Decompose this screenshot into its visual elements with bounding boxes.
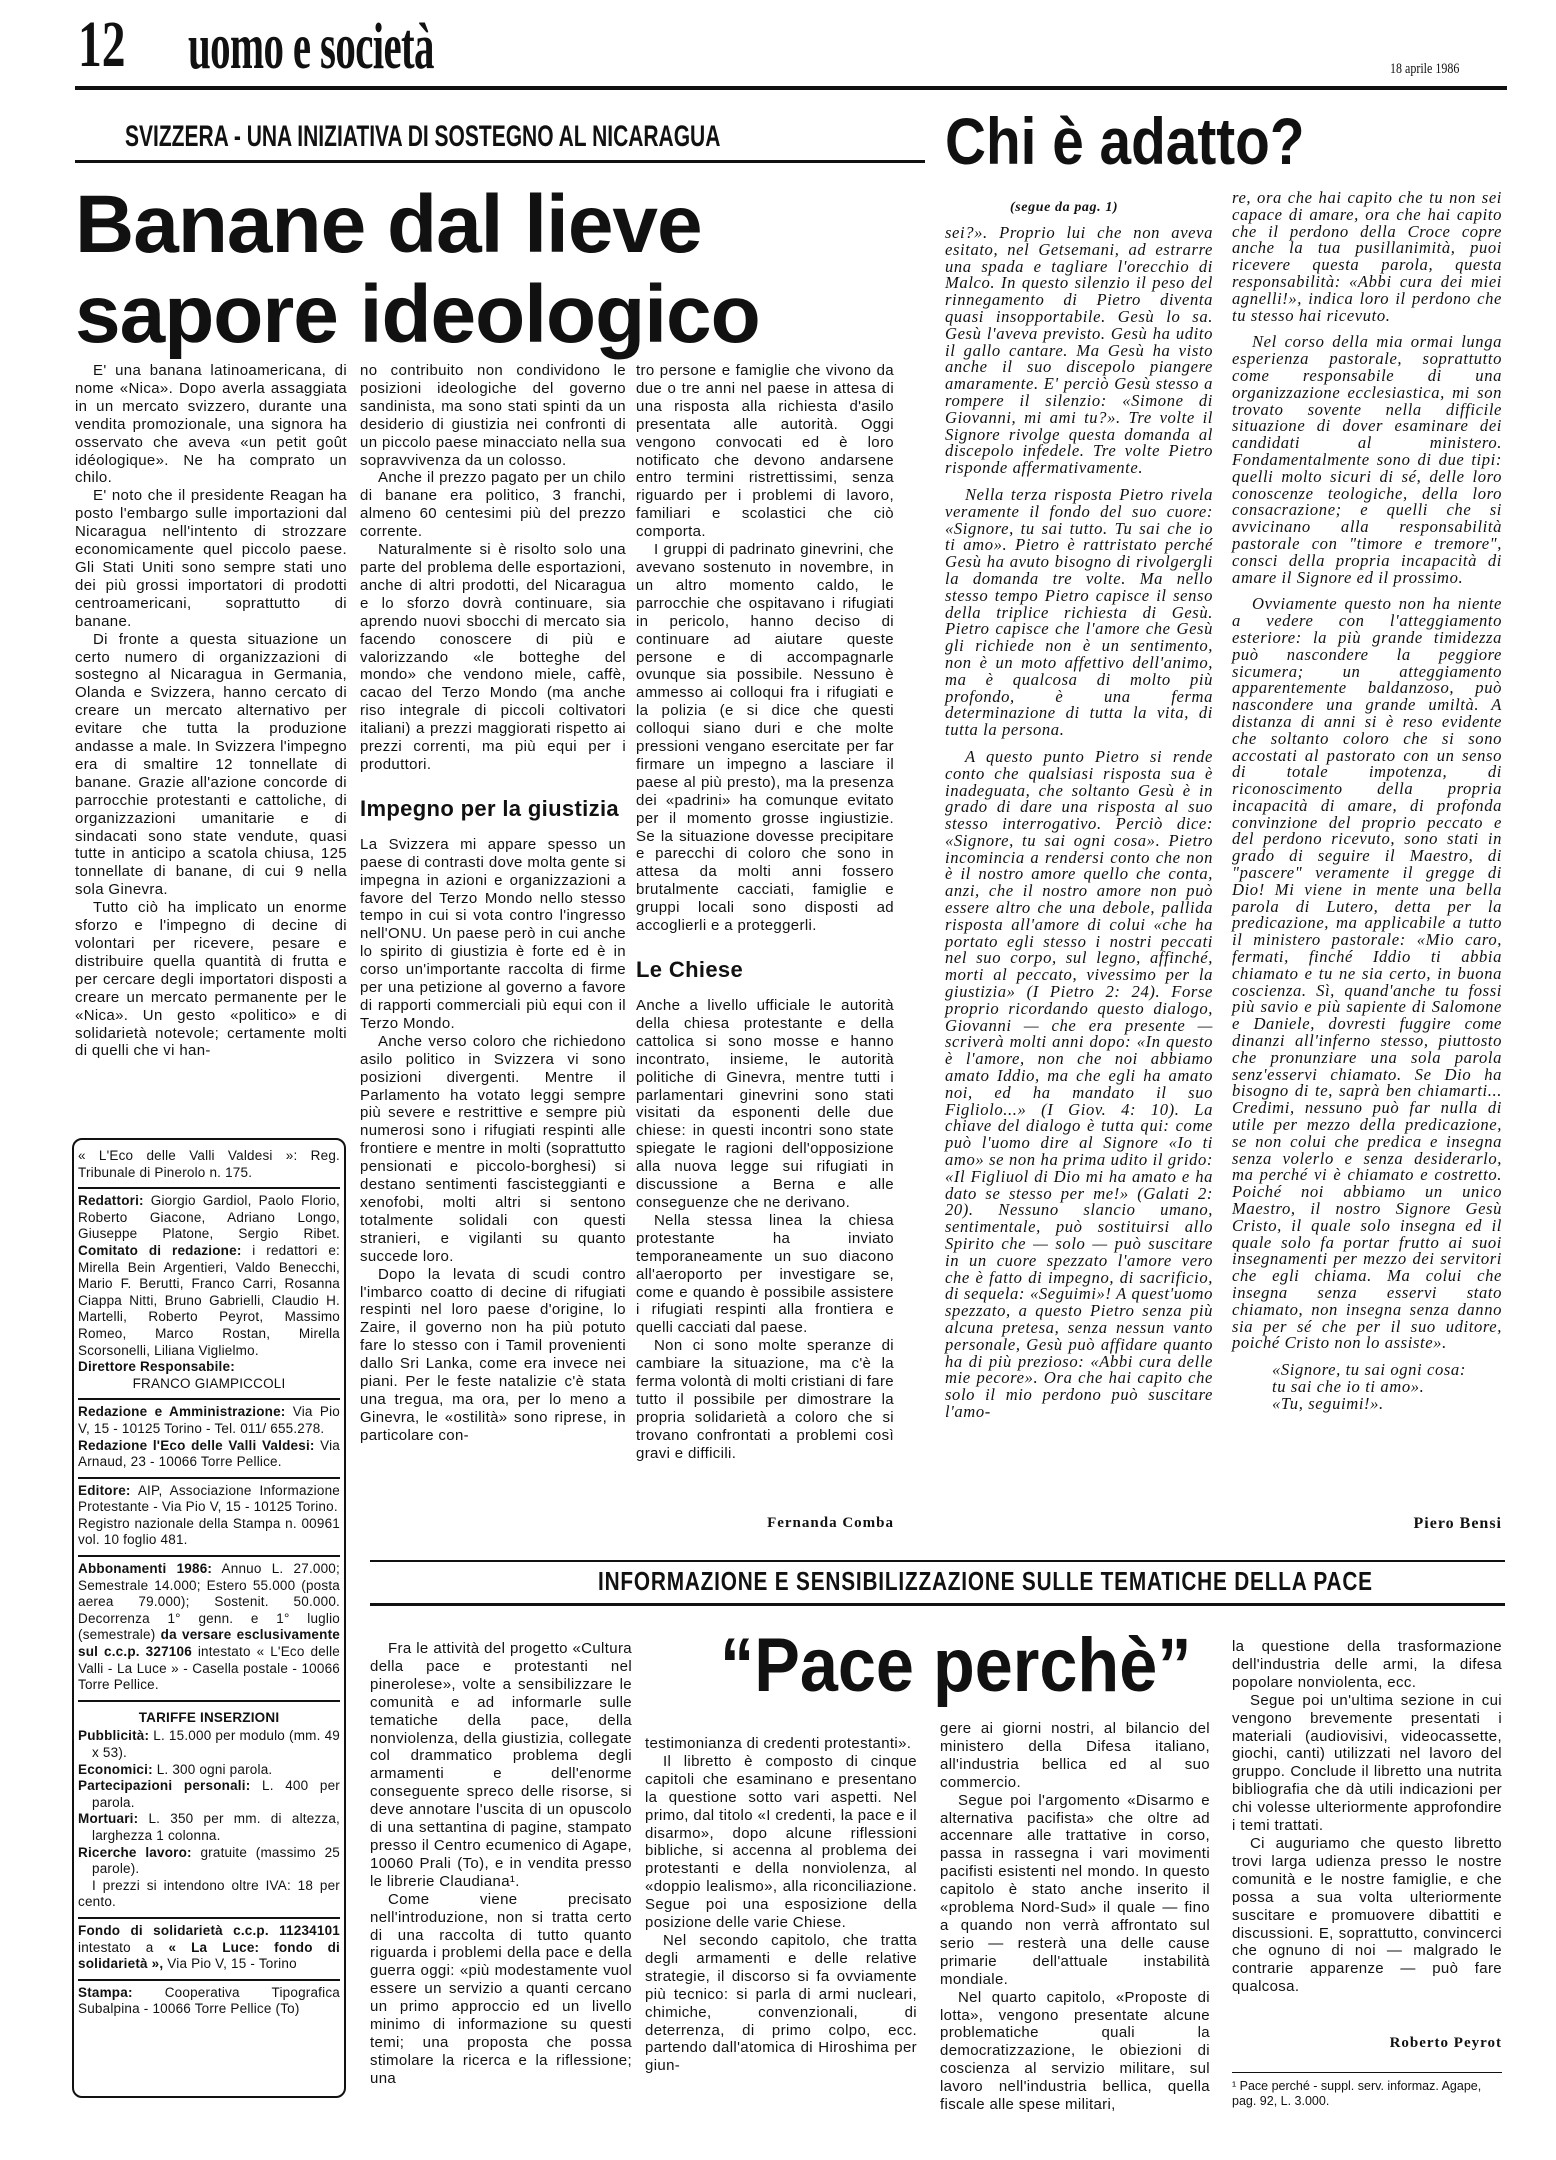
paragraph: Nella terza risposta Pietro rivela veramente il fondo del suo cuore: «Signore, tu sai tutto. Tu sai che io ti amo». Pietro è rattristato perché Gesù ha avuto bisogno di rivolgergli la domanda tre volte. Ma nello stesso tempo Pietro capisce il senso della triplice richiesta di Gesù. Pietro capisce che l'amore che Gesù gli richiede non è un sentimento, non è un moto affettivo dell'animo, ma è qualcosa di molto più profondo, è una ferma determinazione di tutta la vita, di tutta la persona. xyxy=(945,484,1213,740)
section-title: uomo e società xyxy=(188,10,434,83)
fund-address: Via Pio V, 15 - Torino xyxy=(167,1956,297,1972)
quote-line: «Signore, tu sai ogni cosa: xyxy=(1272,1360,1466,1380)
chi-author: Piero Bensi xyxy=(1413,1515,1502,1532)
rate-label: Mortuari: xyxy=(78,1811,139,1827)
paragraph: Tutto ciò ha implicato un enorme sforzo e l'impegno di decine di volontari per ricevere, pesare e distribuire quella quantità di frutta e per cercare degli importatori disposti a creare un mercato permanente per le «Nica». Un gesto «politico» e di solidarietà notevole; certamente molti di quelli che vi han- xyxy=(75,899,347,1060)
chi-column-1 xyxy=(945,225,1213,1525)
closing-quote xyxy=(1272,1362,1502,1412)
continued-note: (segue da pag. 1) xyxy=(1010,200,1119,215)
quote-line: tu sai che io ti amo». xyxy=(1272,1376,1425,1396)
subheading-impegno: Impegno per la giustizia xyxy=(360,795,619,821)
banane-column-2 xyxy=(360,362,626,1537)
subscriptions: Annuo L. 27.000; Semestrale 14.000; Estero 55.000 (posta aerea 79.000); Sostenit. 50.000. Decorrenza 1° genn. e 1° luglio (semestrale) xyxy=(78,1561,340,1643)
quote-line: «Tu, seguimi!». xyxy=(1272,1393,1384,1413)
pace-column-4 xyxy=(1232,1638,1502,2028)
rate-label: Pubblicità: xyxy=(78,1728,150,1744)
committee-label: Comitato di redazione: xyxy=(78,1242,242,1258)
publisher: AIP, Associazione Informazione Protestante - Via Pio V, 15 - 10125 Torino. xyxy=(78,1482,340,1515)
paragraph: I gruppi di padrinato ginevrini, che avevano sostenuto in novembre, in un altro momento caldo, le parrocchie che ospitavano i rifugiati in pericolo, hanno deciso di continuare ad aiutare queste persone e di accompagnarle ovunque sia possibile. Nessuno è ammesso ai colloqui fra i rifugiati e la polizia (e si dice che questi colloqui siano duri e che molte pressioni vengano esercitate per far firmare un impegno a lasciare il paese al più presto), ma la presenza dei «padrini» ha comunque evitato per il momento grosse ingiustizie. Se la situazione dovesse precipitare e parecchi di coloro che sono in attesa da molti anni fossero brutalmente cacciati, famiglie e gruppi locali sono disposti ad accoglierli e a proteggerli. xyxy=(636,541,894,935)
rate-text: L. 400 per parola. xyxy=(92,1778,341,1810)
paragraph: re, ora che hai capito che tu non sei capace di amare, ora che hai capito che il perdono della Croce copre anche la tua pusillanimità, puoi ricevere questa parola, questa responsabilità: «Abbi cura dei miei agnelli!», indica loro il perdono che tu stesso hai ricevuto. xyxy=(1232,188,1502,325)
eco-address: Via Arnaud, 23 - 10066 Torre Pellice. xyxy=(78,1437,341,1470)
fund-text: intestato a xyxy=(78,1939,154,1955)
eco-label: Redazione l'Eco delle Valli Valdesi: xyxy=(78,1437,315,1453)
paragraph: Fra le attività del progetto «Cultura della pace e protestanti nel pinerolese», volte a sensibilizzare le comunità e ad informarle sulle tematiche della pace, della nonviolenza, della giustizia, collegate col drammatico problema degli armamenti e dell'enorme conseguente spreco delle risorse, si deve annotare l'uscita di un opuscolo di una settantina di pagine, stampato presso il Centro ecumenico di Agape, 10060 Prali (To), e in vendita presso le librerie Claudiana¹. xyxy=(370,1640,632,1890)
subscriptions-label: Abbonamenti 1986: xyxy=(78,1561,213,1577)
director-label: Direttore Responsabile: xyxy=(78,1359,235,1375)
rate-text: L. 15.000 per modulo (mm. 49 x 53). xyxy=(92,1728,341,1760)
print-label: Stampa: xyxy=(78,1984,133,2000)
pace-kicker-rule xyxy=(370,1603,1505,1606)
pace-top-rule xyxy=(370,1560,1505,1562)
vat-note: I prezzi si intendono oltre IVA: 18 per cento. xyxy=(78,1877,340,1910)
paragraph: la questione della trasformazione dell'industria delle armi, la difesa popolare nonviolenta, ecc. xyxy=(1232,1638,1502,1691)
column-text xyxy=(360,836,626,1445)
printer: Cooperativa Tipografica Subalpina - 10066 Torre Pellice (To) xyxy=(78,1984,340,2017)
banane-column-3 xyxy=(636,362,894,1512)
admin-label: Redazione e Amministrazione: xyxy=(78,1404,286,1420)
publisher-label: Editore: xyxy=(78,1482,131,1498)
registration: « L'Eco delle Valli Valdesi »: Reg. Tribunale di Pinerolo n. 175. xyxy=(78,1148,340,1180)
masthead-box xyxy=(72,1138,346,2098)
paragraph: Ci auguriamo che questo libretto trovi larga udienza presso le nostre comunità e le nostre famiglie, e che possa a sua volta ulteriormente suscitare e promuovere dibattiti e discussioni. E, soprattutto, convincerci che ognuno di noi — malgrado le contrarie apparenze — può fare qualcosa. xyxy=(1232,1834,1502,1996)
paragraph: Come viene precisato nell'introduzione, non si tratta certo di una raccolta di tutto quanto riguarda i problemi della pace e della guerra oggi: «più modestamente vuol essere un servizio a quanti cercano un primo approccio ed un livello minimo di informazione su questi temi; una proposta che possa stimolare la ricerca e la riflessione; una xyxy=(370,1890,632,2087)
fund-label: Fondo di solidarietà c.c.p. 11234101 xyxy=(78,1922,340,1938)
pace-column-3 xyxy=(940,1720,1210,2114)
kicker-rule xyxy=(75,160,925,163)
chi-column-2 xyxy=(1232,190,1502,1500)
banane-author: Fernanda Comba xyxy=(767,1515,894,1531)
pace-headline: “Pace perchè” xyxy=(720,1623,1192,1708)
headline-line: Banane dal lieve xyxy=(75,179,702,270)
paragraph: E' una banana latinoamericana, di nome «Nica». Dopo averla assaggiata in un mercato svizzero, durante una vendita promozionale, una signora ha osservato che aveva «un petit goût idéologique». Ne ha comprato un chilo. xyxy=(75,362,347,487)
paragraph: Nella stessa linea la chiesa protestante ha inviato temporaneamente un suo diacono all'aeroporto per investigare se, come e quando è possibile assistere i rifugiati respinti alla frontiera e quelli cacciati dal paese. xyxy=(636,1211,894,1337)
paragraph: E' noto che il presidente Reagan ha posto l'embargo sulle importazioni dal Nicaragua nell'intento di strozzare economicamente quel piccolo paese. Gli Stati Uniti sono sempre stati uno dei più grossi importatori di prodotti centroamericani, soprattutto di banane. xyxy=(75,487,347,630)
page-number: 12 xyxy=(78,8,126,81)
issue-date: 18 aprile 1986 xyxy=(1390,61,1460,77)
director: FRANCO GIAMPICCOLI xyxy=(132,1375,286,1391)
paragraph: Anche verso coloro che richiedono asilo politico in Svizzera vi sono posizioni divergenti. Mentre il Parlamento ha votato leggi sempre più severe e restrittive e sempre più numerosi sono i rifugiati respinti alle frontiere e mentre in molti (soprattutto pensionati e piccolo-borghesi) si destano sentimenti fascisteggianti e xenofobi, molti altri si sentono totalmente solidali con questi stranieri, e vigilanti su quanto succede loro. xyxy=(360,1032,626,1265)
rates-title: TARIFFE INSERZIONI xyxy=(138,1709,280,1725)
paragraph: Nel secondo capitolo, che tratta degli armamenti e delle relative strategie, il discorso si fa ovviamente più tecnico: si parla di armi nucleari, chimiche, convenzionali, di deterrenza, di primo colpo, ecc. partendo dall'atomica di Hiroshima per giun- xyxy=(645,1931,917,2075)
fund-name: « La Luce: fondo di solidarietà », xyxy=(78,1939,340,1972)
paragraph: Non ci sono molte speranze di cambiare la situazione, ma c'è la ferma volontà di molti cristiani di fare tutto il possibile per dimostrare la propria solidarietà a coloro che si trovano confrontati a problemi così gravi e difficili. xyxy=(636,1337,894,1462)
header-rule xyxy=(75,86,1507,90)
footnote: ¹ Pace perché - suppl. serv. informaz. Agape, pag. 92, L. 3.000. xyxy=(1232,2072,1502,2109)
paragraph: Segue poi un'ultima sezione in cui vengono brevemente presentati i materiali (audiovisivi, videocassette, giochi, canti) utilizzati nel lavoro del gruppo. Conclude il libretto una nutrita bibliografia che dà utili indicazioni per chi volesse ulteriormente approfondire i temi trattati. xyxy=(1232,1691,1502,1835)
press-register: Registro nazionale della Stampa n. 00961 vol. 10 foglio 481. xyxy=(78,1515,340,1548)
chi-headline: Chi è adatto? xyxy=(945,104,1305,178)
subheading-chiese: Le Chiese xyxy=(636,957,744,982)
column-text xyxy=(636,997,894,1463)
pace-author: Roberto Peyrot xyxy=(1389,2035,1502,2051)
paragraph: La Svizzera mi appare spesso un paese di contrasti dove molta gente si impegna in azioni e organizzazioni a favore del Terzo Mondo nello stesso tempo in cui si vota contro l'ingresso nell'ONU. Un paese però in cui anche lo spirito di giustizia è forte ed è in corso un'importante raccolta di firme per una petizione al governo a favore di rapporti commerciali più equi con il Terzo Mondo. xyxy=(360,835,626,1032)
rate-label: Economici: xyxy=(78,1761,153,1777)
paragraph: tro persone e famiglie che vivono da due o tre anni nel paese in attesa di una risposta alla richiesta d'asilo presentata alle autorità. Oggi vengono convocati ed è loro notificato che devono andarsene entro termini ristrettissimi, senza riguardo per i problemi di lavoro, familiari e scolastici che ciò comporta. xyxy=(636,362,894,541)
paragraph: sei?». Proprio lui che non aveva esitato, nel Getsemani, ad estrarre una spada e tagliare l'orecchio di Malco. In questo silenzio il peso del rinnegamento di Pietro diventa quasi insopportabile. Gesù lo sa. Gesù l'aveva previsto. Gesù ha udito il gallo cantare. Ma Gesù ha visto anche il suo discepolo piangere amaramente. E' perciò Gesù stesso a rompere il silenzio: «Simone di Giovanni, mi ami tu?». Tre volte il Signore rivolge questa domanda al discepolo infedele. Tre volte Pietro risponde affermativamente. xyxy=(945,223,1213,478)
paragraph: Anche a livello ufficiale le autorità della chiesa protestante e della cattolica si sono mosse e hanno incontrato, insieme, le autorità politiche di Ginevra, mentre tutti i parlamentari ginevrini sono stati visitati da esponenti delle due chiese: in questi incontri sono state spiegate le ragioni dell'opposizione alla nuova legge sui rifugiati in discussione a Berna e alle conseguenze che ne derivano. xyxy=(636,997,894,1211)
committee: i redattori e: Mirella Bein Argentieri, Valdo Benecchi, Mario F. Berutti, Franco Carri, Rosanna Ciappa Nitti, Bruno Gabrielli, Claudio H. Martelli, Roberto Peyrot, Massimo Romeo, Marco Rostan, Mirella Scorsonelli, Liliana Viglielmo. xyxy=(78,1242,340,1358)
paragraph: testimonianza di credenti protestanti». xyxy=(645,1735,912,1752)
subscriptions-payment: da versare esclusivamente sul c.c.p. 327106 xyxy=(78,1627,340,1660)
paragraph: no contribuito non condividono le posizioni ideologiche del governo sandinista, ma sono stati spinti da un desiderio di giustizia nei confronti di un piccolo paese minacciato nella sua sopravvivenza da un colosso. xyxy=(360,362,626,469)
paragraph: Naturalmente si è risolto solo una parte del problema delle esportazioni, anche di altri prodotti, del Nicaragua e lo sforzo dovrà continuare, sia aprendo nuovi sbocchi di mercato sia facendo conoscere di più e valorizzando «le botteghe del mondo» che vendono miele, caffè, cacao del Terzo Mondo (ma anche riso integrale di piccoli coltivatori italiani) a prezzi maggiorati rispetto ai prezzi correnti, ma più equi per i produttori. xyxy=(360,541,626,773)
subscriptions-end: intestato « L'Eco delle Valli - La Luce » - Casella postale - 10066 Torre Pellice. xyxy=(78,1644,340,1693)
headline-line: sapore ideologico xyxy=(75,269,760,360)
banane-headline xyxy=(75,180,975,360)
rate-text: L. 350 per mm. di altezza, larghezza 1 colonna. xyxy=(92,1811,340,1843)
paragraph: Nel corso della mia ormai lunga esperienza pastorale, soprattutto come responsabile di una organizzazione ecclesiastica, mi son trovato sovente nella difficile situazione di dover esaminare dei candidati al ministero. Fondamentalmente sono di due tipi: quelli molto sicuri di sé, delle loro conoscenze teologiche, della loro consacrazione; e quelli che si avvicinano alla responsabilità pastorale con "timore e tremore", consci della propria incapacità di amare il Signore ed il prossimo. xyxy=(1232,332,1502,587)
banane-kicker: SVIZZERA - UNA INIZIATIVA DI SOSTEGNO AL NICARAGUA xyxy=(125,120,721,153)
pace-column-2 xyxy=(645,1735,917,2095)
paragraph: Nel quarto capitolo, «Proposte di lotta», vengono presentate alcune problematiche quali la democratizzazione, le obiezioni di coscienza al servizio militare, sul lavoro nell'industria bellica, quella fiscale alle spese militari, xyxy=(940,1988,1210,2114)
paragraph: Di fronte a questa situazione un certo numero di organizzazioni di sostegno al Nicaragua in Germania, Olanda e Svizzera, hanno cercato di creare un mercato alternativo per evitare che tutta la produzione andasse a male. In Svizzera l'impegno era di smaltire 12 tonnellate di banane. Grazie all'azione concorde di parrocchie protestanti e cattoliche, di organizzazioni umanitarie e di sindacati sono state vendute, quasi tutte in anticipo a scatola chiusa, 125 tonnellate di banane, di cui 9 nella sola Ginevra. xyxy=(75,630,347,899)
rate-label: Ricerche lavoro: xyxy=(78,1844,192,1860)
column-text xyxy=(636,362,894,935)
banane-column-1 xyxy=(75,362,347,1102)
editors: Giorgio Gardiol, Paolo Florio, Roberto Giacone, Adriano Longo, Giuseppe Platone, Sergio Ribet. xyxy=(78,1193,341,1242)
admin-address: Via Pio V, 15 - 10125 Torino - Tel. 011/ 655.278. xyxy=(78,1404,341,1436)
rate-text: L. 300 ogni parola. xyxy=(156,1761,273,1777)
paragraph: Dopo la levata di scudi contro l'imbarco coatto di decine di rifugiati respinti nel loro paese d'origine, lo Zaire, il governo non ha più potuto fare lo stesso con i Tamil provenienti dallo Sri Lanka, come era invece nei piani. Per le feste natalizie c'è stata una tregua, ma ora, per lo meno a Ginevra, le «ostilità» sono riprese, in particolare con- xyxy=(360,1265,626,1444)
paragraph: Ovviamente questo non ha niente a vedere con l'atteggiamento esteriore: la più grande timidezza può nascondere la peggiore sicumera; un atteggiamento apparentemente baldanzoso, può nascondere una grande umiltà. A distanza di anni si è reso evidente che soltanto coloro che si sono accostati al pastorato con un senso di totale impotenza, di riconoscimento della propria incapacità di amare, di profonda convinzione del proprio peccato e del perdono ricevuto, sono stati in grado di seguire il Maestro, di "pascere" veramente il gregge di Dio! Mi viene in mente una bella parola di Lutero, detta per la predicazione, ma applicabile a tutto il ministero pastorale: «Mio caro, fermati, finché Iddio ti abbia chiamato e tu ne sia certo, in buona coscienza. Sì, quand'anche tu fossi più savio e più sapiente di Salomone e Daniele, dovresti fuggire come dinanzi all'inferno stesso, piuttosto che pronunziare una sola parola senz'esservi chiamato. Se Dio ha bisogno di te, saprà ben chiamarti... Credimi, nessuno può far nulla di utile per mezzo della predicazione, se non colui che predica e insegna senza volerlo e senza desiderarlo, ma perché vi è chiamato e costretto. Poiché noi abbiamo un unico Maestro, il nostro Signore Gesù Cristo, il quale solo insegna ed il quale solo fa portar frutto ai suoi insegnamenti per mezzo dei servitori che egli chiama. Ma colui che insegna senza esservi stato chiamato, non insegna senza danno sia per sé che per il suo uditore, poiché Cristo non lo assiste». xyxy=(1232,594,1502,1353)
pace-kicker: INFORMAZIONE E SENSIBILIZZAZIONE SULLE TEMATICHE DELLA PACE xyxy=(598,1566,1373,1596)
paragraph: Segue poi l'argomento «Disarmo e alternativa pacifista» che oltre ad accennare alle trattative in corso, passa in rassegna i vari movimenti pacifisti esistenti nel mondo. In questo capitolo è stato anche inserito il «problema Nord-Sud» il quale — fino a quando non verrà affrontato sul serio — resterà una delle cause primarie dell'attuale instabilità mondiale. xyxy=(940,1791,1210,1988)
column-text xyxy=(360,362,626,774)
pace-column-1 xyxy=(370,1640,632,2095)
paragraph: gere ai giorni nostri, al bilancio del ministero della Difesa italiano, all'industria bellica ed al suo commercio. xyxy=(940,1720,1210,1791)
column-text xyxy=(1232,190,1502,1352)
paragraph: Il libretto è composto di cinque capitoli che esaminano e presentano la questione sotto vari aspetti. Nel primo, dal titolo «I credenti, la pace e il disarmo», dopo alcune riflessioni bibliche, si accenna al problema dei protestanti e della nonviolenza, al «doppio lealismo», alla riconciliazione. Segue poi una esposizione della posizione delle varie Chiese. xyxy=(645,1752,917,1932)
rate-text: gratuite (massimo 25 parole). xyxy=(92,1844,340,1877)
editors-label: Redattori: xyxy=(78,1193,144,1209)
paragraph: Anche il prezzo pagato per un chilo di banane era politico, 3 franchi, almeno 60 centesimi più del prezzo corrente. xyxy=(360,469,626,541)
paragraph: A questo punto Pietro si rende conto che qualsiasi risposta sua è inadeguata, che soltanto Gesù è in grado di dare una risposta al suo stesso interrogativo. Perciò dice: «Signore, tu sai ogni cosa». Pietro incomincia a rendersi conto che non è il nostro amore quello che conta, anzi, che il nostro amore non può essere altro che una debole, pallida risposta all'amore di colui «che ha portato egli stesso i nostri peccati nel suo corpo, sul legno, affinché, morti al peccato, vivessimo per la giustizia» (I Pietro 2: 24). Forse proprio ricordando questo dialogo, Giovanni — che era presente — scriverà molti anni dopo: «In questo è l'amore, non che noi abbiamo amato Iddio, ma che egli ha amato noi, ed ha mandato il suo Figliolo...» (I Giov. 4: 10). La chiave del dialogo è tutta qui: come può l'uomo dire al Signore «Io ti amo» se non ha prima udito il grido: «Il Figliuol di Dio mi ha amato e ha dato se stesso per me!» (Galati 2: 20). Nessuno slancio umano, sentimentale, può sostituirsi allo Spirito che — solo — può suscitare in un cuore spezzato l'amore vero che è fatto di impegno, di sacrificio, di sequela: «Seguimi»! A quest'uomo spezzato, a questo Pietro senza più alcuna pretesa, senza nessun vanto personale, Gesù può affidare quanto ha di più prezioso: «Abbi cura delle mie pecore». Ora che hai capito che solo il mio perdono può suscitare l'amo- xyxy=(945,746,1213,1421)
rate-label: Partecipazioni personali: xyxy=(78,1778,251,1794)
